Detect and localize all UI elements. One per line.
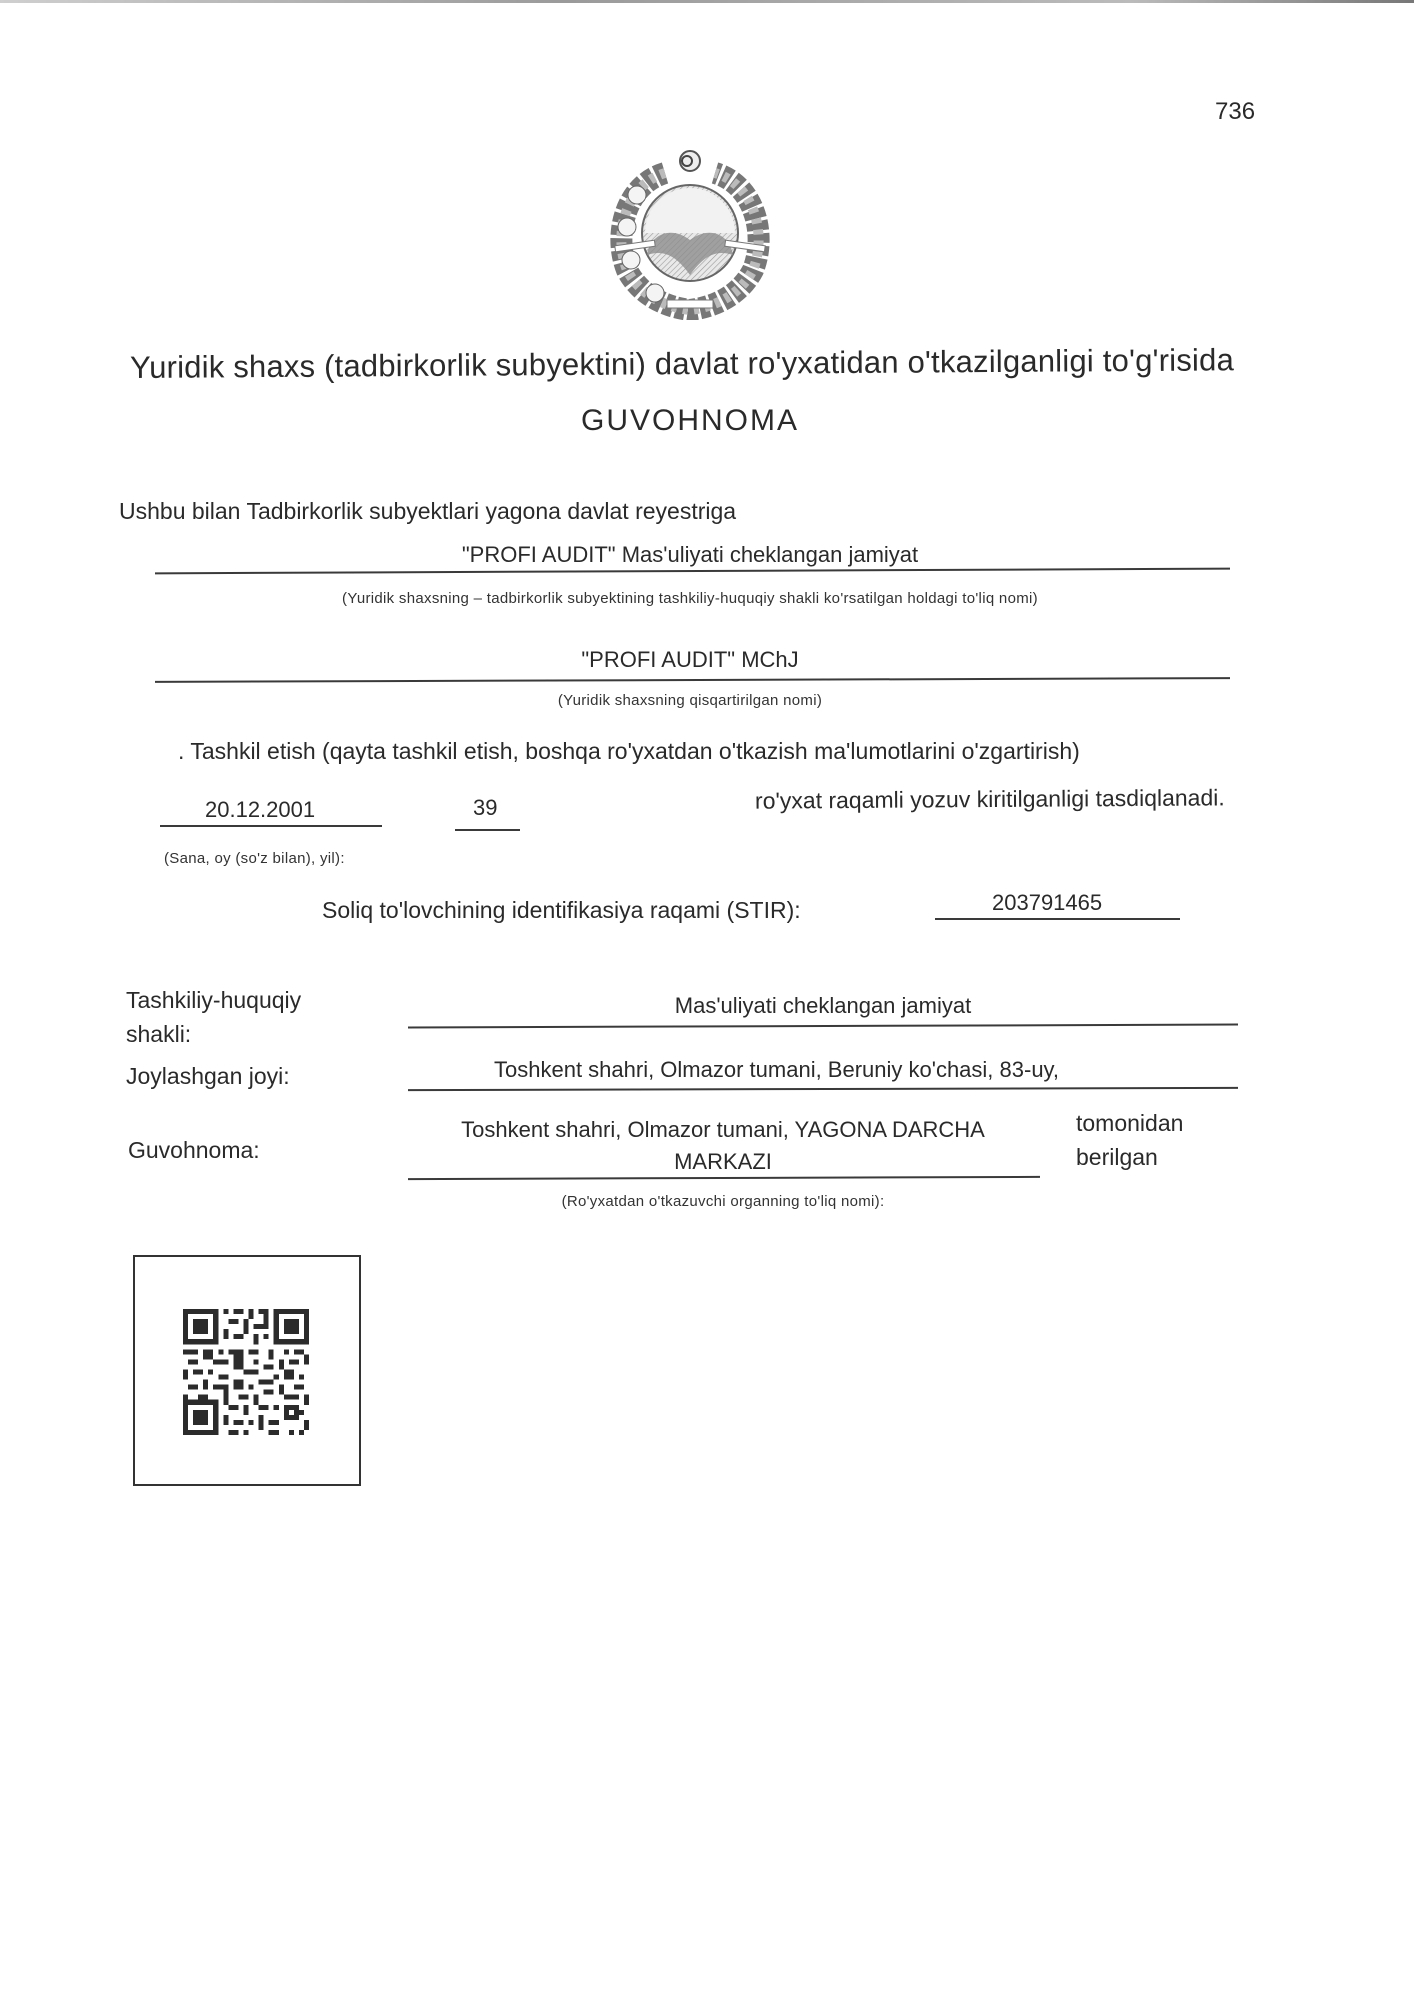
page-number: 736 xyxy=(1215,98,1256,125)
legal-form-label-line1: Tashkiliy-huquqiy xyxy=(126,987,302,1013)
short-name-caption: (Yuridik shaxsning qisqartirilgan nomi) xyxy=(557,692,823,709)
certificate-issuer-line1: Toshkent shahri, Olmazor tumani, YAGONA DARCHA xyxy=(461,1117,985,1142)
tin-value: 203791465 xyxy=(992,890,1103,915)
address-value: Toshkent shahri, Olmazor tumani, Beruniy ko'chasi, 83-uy, xyxy=(494,1057,1060,1082)
registration-number: 39 xyxy=(473,795,498,820)
certificate-caption: (Ro'yxatdan o'tkazuvchi organning to'liq nomi): xyxy=(561,1193,885,1210)
state-emblem-icon xyxy=(605,145,775,320)
registration-date: 20.12.2001 xyxy=(205,797,316,822)
legal-form-underline xyxy=(408,1024,1238,1029)
certificate-suffix-line1: tomonidan xyxy=(1076,1110,1184,1136)
date-caption: (Sana, oy (so'z bilan), yil): xyxy=(164,850,345,867)
address-underline xyxy=(408,1087,1238,1091)
scan-top-edge xyxy=(0,0,1414,3)
registration-action: . Tashkil etish (qayta tashkil etish, boshqa ro'yxatdan o'tkazish ma'lumotlarini o'zgartirish) xyxy=(178,738,1080,764)
address-label: Joylashgan joyi: xyxy=(126,1063,290,1089)
certificate-issuer-line2: MARKAZI xyxy=(674,1149,772,1174)
document-heading: GUVOHNOMA xyxy=(580,404,799,437)
tin-label: Soliq to'lovchining identifikasiya raqami (STIR): xyxy=(322,897,801,923)
certificate-issuer xyxy=(408,1114,1038,1178)
number-underline xyxy=(455,829,520,831)
tin-underline xyxy=(935,918,1180,920)
full-name-underline xyxy=(155,568,1230,575)
certificate-suffix-line2: berilgan xyxy=(1076,1144,1158,1170)
registration-confirm-text: ro'yxat raqamli yozuv kiritilganligi tasdiqlanadi. xyxy=(754,784,1225,814)
short-name-value: "PROFI AUDIT" MChJ xyxy=(581,647,799,672)
certificate-label: Guvohnoma: xyxy=(128,1137,260,1163)
certificate-suffix xyxy=(1076,1106,1183,1174)
legal-form-value: Mas'uliyati cheklangan jamiyat xyxy=(674,993,972,1018)
document-title: Yuridik shaxs (tadbirkorlik subyektini) davlat ro'yxatidan o'tkazilganligi to'g'risida xyxy=(129,342,1235,385)
intro-text: Ushbu bilan Tadbirkorlik subyektlari yagona davlat reyestriga xyxy=(119,498,737,524)
qr-code-icon xyxy=(183,1307,309,1442)
date-underline xyxy=(160,825,382,827)
short-name-underline xyxy=(155,677,1230,683)
full-name-value: "PROFI AUDIT" Mas'uliyati cheklangan jamiyat xyxy=(461,542,919,567)
full-name-caption: (Yuridik shaxsning – tadbirkorlik subyektining tashkiliy-huquqiy shakli ko'rsatilgan holdagi to'liq nomi) xyxy=(342,590,1038,607)
qr-code-frame xyxy=(133,1255,361,1486)
legal-form-label xyxy=(126,983,301,1051)
legal-form-label-line2: shakli: xyxy=(126,1021,192,1047)
